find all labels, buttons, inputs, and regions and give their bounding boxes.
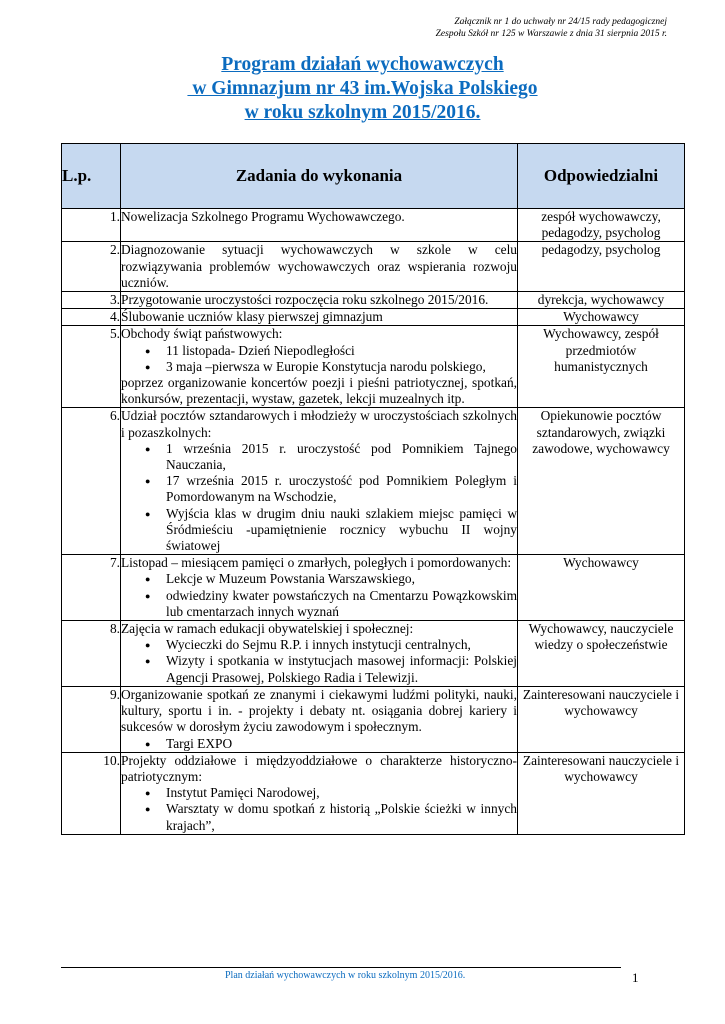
task-text: Nowelizacja Szkolnego Programu Wychowawczego. <box>121 209 405 224</box>
task-text: Diagnozowanie sytuacji wychowawczych w szkole w celu rozwiązywania problemów wychowawczych oraz wspierania rozwoju uczniów. <box>121 242 517 290</box>
row-task <box>121 621 518 687</box>
tasks-table <box>61 143 685 835</box>
row-number: 1. <box>62 209 121 242</box>
header-note-line2: Zespołu Szkół nr 125 w Warszawie z dnia 31 sierpnia 2015 r. <box>435 29 667 39</box>
row-number: 3. <box>62 292 121 309</box>
row-responsible: Wychowawcy, zespół przedmiotów humanistycznych <box>518 326 685 408</box>
row-responsible: Wychowawcy <box>518 555 685 621</box>
table-row <box>62 209 685 242</box>
task-text: Udział pocztów sztandarowych i młodzieży w uroczystościach szkolnych i pozaszkolnych: <box>121 408 517 440</box>
row-responsible: dyrekcja, wychowawcy <box>518 292 685 309</box>
row-task <box>121 555 518 621</box>
task-text: Zajęcia w ramach edukacji obywatelskiej i społecznej: <box>121 621 414 637</box>
row-number: 2. <box>62 242 121 292</box>
table-row <box>62 242 685 292</box>
task-bullet-item: ● Wizyty i spotkania w instytucjach masowej informacji: Polskiej Agencji Prasowej, Polskiego Radia i Telewizji. <box>166 653 517 685</box>
task-bullet-item: ● Targi EXPO <box>166 736 517 752</box>
table-header-row <box>62 144 685 209</box>
header-lp: L.p. <box>62 144 121 209</box>
task-bullet-list <box>121 343 517 375</box>
title-line2: w Gimnazjum nr 43 im.Wojska Polskiego <box>187 78 538 99</box>
row-responsible: Zainteresowani nauczyciele i wychowawcy <box>518 752 685 834</box>
row-number: 9. <box>62 686 121 752</box>
title-line3: w roku szkolnym 2015/2016. <box>244 102 481 123</box>
task-bullet-item: ● Wycieczki do Sejmu R.P. i innych instytucji centralnych, <box>166 637 517 653</box>
table-row <box>62 309 685 326</box>
table-row <box>62 686 685 752</box>
row-task <box>121 309 518 326</box>
row-responsible: Wychowawcy, nauczyciele wiedzy o społeczeństwie <box>518 621 685 687</box>
header-responsible: Odpowiedzialni <box>518 144 685 209</box>
task-text: Obchody świąt państwowych: <box>121 326 283 342</box>
row-responsible: Wychowawcy <box>518 309 685 326</box>
row-task <box>121 408 518 555</box>
page-number: 1 <box>632 970 639 985</box>
table-row <box>62 621 685 687</box>
document-title <box>0 53 725 125</box>
task-text: Ślubowanie uczniów klasy pierwszej gimnazjum <box>121 309 383 325</box>
row-responsible: zespół wychowawczy, pedagodzy, psycholog <box>518 209 685 242</box>
header-task: Zadania do wykonania <box>121 144 518 209</box>
task-text-after: poprzez organizowanie koncertów poezji i pieśni patriotycznej, spotkań, konkursów, prezentacji, wystaw, gazetek, lekcji muzealnych itp. <box>121 375 517 407</box>
task-bullet-item: ● Lekcje w Muzeum Powstania Warszawskiego, <box>166 571 517 587</box>
header-note-line1: Załącznik nr 1 do uchwały nr 24/15 rady pedagogicznej <box>454 17 667 27</box>
header-note <box>436 16 667 40</box>
task-bullet-list <box>121 571 517 620</box>
table-row <box>62 326 685 408</box>
task-bullet-item: ● Wyjścia klas w drugim dniu nauki szlakiem miejsc pamięci w Śródmieściu -upamiętnienie rocznicy wybuchu II wojny światowej <box>166 506 517 555</box>
row-task <box>121 686 518 752</box>
task-text: Listopad – miesiącem pamięci o zmarłych, poległych i pomordowanych: <box>121 555 512 571</box>
row-task <box>121 752 518 834</box>
task-bullet-item: ● odwiedziny kwater powstańczych na Cmentarzu Powązkowskim lub cmentarzach innych wyznań <box>166 588 517 620</box>
task-bullet-item: ● Warsztaty w domu spotkań z historią „Polskie ścieżki w innych krajach”, <box>166 801 517 833</box>
table-body <box>62 209 685 835</box>
task-bullet-list <box>121 637 517 686</box>
task-bullet-item: ● 3 maja –pierwsza w Europie Konstytucja narodu polskiego, <box>166 359 517 375</box>
task-bullet-list <box>121 785 517 834</box>
row-number: 6. <box>62 408 121 555</box>
row-number: 10. <box>62 752 121 834</box>
task-bullet-item: ● 17 września 2015 r. uroczystość pod Pomnikiem Poległym i Pomordowanym na Wschodzie, <box>166 473 517 505</box>
task-text: Przygotowanie uroczystości rozpoczęcia roku szkolnego 2015/2016. <box>121 292 489 308</box>
task-bullet-list <box>121 441 517 554</box>
task-bullet-item: ● 11 listopada- Dzień Niepodległości <box>166 343 517 359</box>
table-row <box>62 408 685 555</box>
row-responsible: Zainteresowani nauczyciele i wychowawcy <box>518 686 685 752</box>
row-number: 7. <box>62 555 121 621</box>
table-row <box>62 292 685 309</box>
row-task <box>121 292 518 309</box>
row-number: 5. <box>62 326 121 408</box>
footer-text: Plan działań wychowawczych w roku szkolnym 2015/2016. <box>225 970 466 981</box>
footer-divider <box>61 967 621 968</box>
task-text: Organizowanie spotkań ze znanymi i ciekawymi ludźmi polityki, nauki, kultury, sportu i in. - projekty i debaty nt. osiągania dobrej kariery i sukcesów w dorosłym życiu zawodowym i społecznym. <box>121 686 517 735</box>
task-bullet-item: ● 1 września 2015 r. uroczystość pod Pomnikiem Tajnego Nauczania, <box>166 441 517 473</box>
table-row <box>62 752 685 834</box>
row-task <box>121 209 518 242</box>
row-task <box>121 326 518 408</box>
row-responsible: Opiekunowie pocztów sztandarowych, związki zawodowe, wychowawcy <box>518 408 685 555</box>
row-task <box>121 242 518 292</box>
row-number: 8. <box>62 621 121 687</box>
task-bullet-list <box>121 736 517 752</box>
title-line1: Program działań wychowawczych <box>221 54 504 75</box>
task-text: Projekty oddziałowe i międzyoddziałowe o charakterze historyczno-patriotycznym: <box>121 752 517 784</box>
row-number: 4. <box>62 309 121 326</box>
row-responsible: pedagodzy, psycholog <box>518 242 685 292</box>
table-row <box>62 555 685 621</box>
task-bullet-item: ● Instytut Pamięci Narodowej, <box>166 785 517 801</box>
